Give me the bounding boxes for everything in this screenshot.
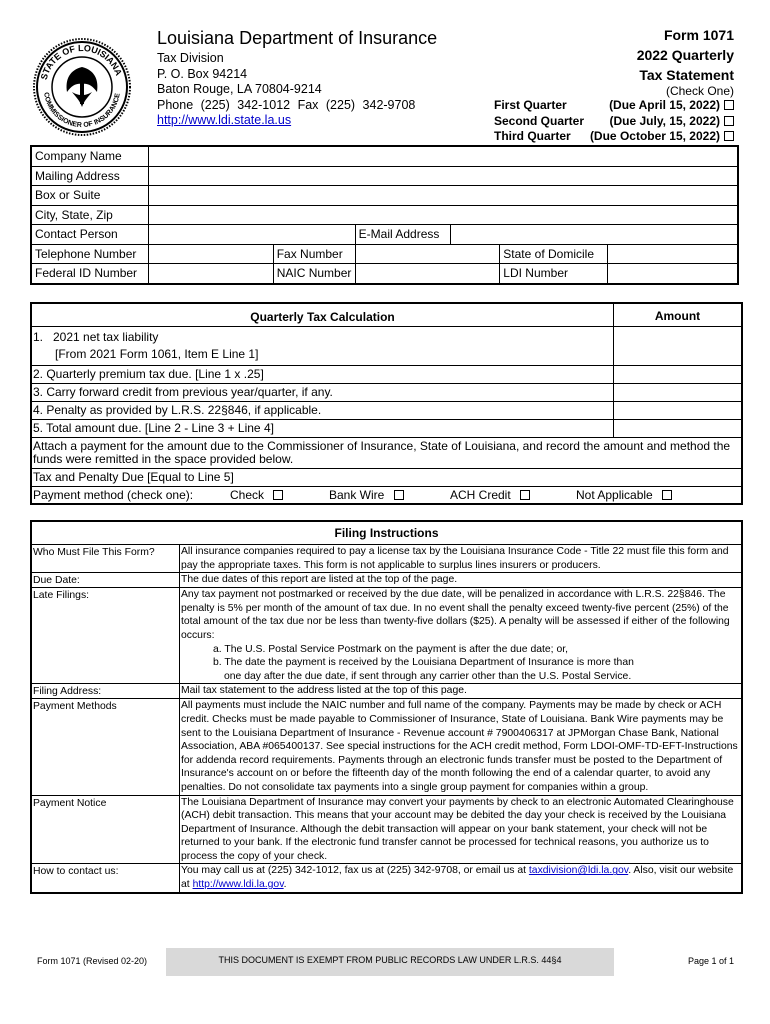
- instruction-row-address: Filing Address: Mail tax statement to the address listed at the top of this page.: [32, 684, 741, 699]
- payment-option-ach-credit[interactable]: ACH Credit: [450, 487, 576, 503]
- instruction-row-methods: Payment Methods All payments must include the NAIC number and full name of the company. Payments may be made by check or ACH credit. Checks must be made payable to Commissioner of Insurance, State of Louisiana. Bank Wire payments may be sent to the Louisiana Department of Insurance - Revenue account # 7900406317 at JPMorgan Chase Bank, National Association, ABA #065400137. See special instructions for the ACH credit method, Form LDOI-OMF-TD-EFT-Instructions for addenda record requirements. Payments through an electronic funds transfer must be posted to the Department of Insurance's account on or before the fifteenth day of the month following the end of a calendar quarter, to avoid any penalties. Do not consolidate tax payments into a single group payment for companies within a group.: [32, 699, 741, 795]
- payment-option-bank-wire[interactable]: Bank Wire: [329, 487, 450, 503]
- instruction-row-who: Who Must File This Form? All insurance companies required to pay a license tax by the Louisiana Insurance Code - Title 22 must file this form and pay the appropriate taxes. This form is not applicable to surplus lines insurers or producers.: [32, 545, 741, 573]
- label-ldi: LDI Number: [500, 264, 608, 284]
- label-telephone: Telephone Number: [31, 244, 149, 264]
- checkbox-icon[interactable]: [273, 490, 283, 500]
- address-line: Tax Division: [157, 51, 224, 65]
- line-5-amount-field[interactable]: [613, 420, 741, 437]
- calc-header: [32, 304, 741, 327]
- calc-title: Quarterly Tax Calculation: [250, 310, 395, 324]
- calc-line-1: 1. 2021 net tax liability [From 2021 Form 1061, Item E Line 1]: [32, 327, 741, 366]
- form-number: Form 1071: [663, 27, 734, 43]
- calc-line-2: 2. Quarterly premium tax due. [Line 1 x .25]: [32, 366, 741, 384]
- tax-calculation-section: [30, 302, 743, 505]
- department-address: [157, 51, 415, 129]
- naic-field[interactable]: [355, 264, 500, 284]
- checkbox-icon[interactable]: [662, 490, 672, 500]
- website-link[interactable]: http://www.ldi.state.la.us: [157, 113, 292, 128]
- department-seal-logo: [32, 37, 132, 137]
- label-box-suite: Box or Suite: [31, 186, 149, 206]
- calc-line-4: 4. Penalty as provided by L.R.S. 22§846, if applicable.: [32, 402, 741, 420]
- line-1-amount-field[interactable]: [613, 327, 741, 365]
- fax-field[interactable]: [355, 244, 500, 264]
- label-federal-id: Federal ID Number: [31, 264, 149, 284]
- address-line: Baton Rouge, LA 70804-9214: [157, 82, 322, 97]
- company-name-field[interactable]: [149, 146, 738, 166]
- svg-text:STATE OF LOUISIANA: STATE OF LOUISIANA: [38, 42, 124, 81]
- instruction-row-late: Late Filings: Any tax payment not postmarked or received by the due date, will be penalized in accordance with L.R.S. 22§846. The penalty is 5% per month of the amount of tax due. In no event shall the penalty exceed twenty-five percent (25%) of the total amount of the tax due nor be less than twenty-five dollars ($25). A penalty will be assessed if either of the following occurs: a. The U.S. Postal Service Postmark on the payment is after the due date; or, b. The date the payment is received by the Louisiana Department of Insurance is more than one day after the due date, if sent through any carrier other than the U.S. Postal Service.: [32, 588, 741, 684]
- checkbox-icon[interactable]: [724, 116, 734, 126]
- form-subtitle: Tax Statement: [639, 67, 734, 83]
- label-fax: Fax Number: [273, 244, 355, 264]
- telephone-field[interactable]: [149, 244, 273, 264]
- instruction-row-due: Due Date: The due dates of this report are listed at the top of the page.: [32, 573, 741, 588]
- mailing-address-field[interactable]: [149, 166, 738, 186]
- label-naic: NAIC Number: [273, 264, 355, 284]
- address-line: Phone (225) 342-1012 Fax (225) 342-9708: [157, 97, 416, 112]
- department-title: Louisiana Department of Insurance: [157, 28, 438, 48]
- quarter-selector: [494, 98, 734, 145]
- page-number: Page 1 of 1: [687, 956, 734, 966]
- svg-text:COMMISSIONER OF INSURANCE: COMMISSIONER OF INSURANCE: [42, 91, 122, 130]
- city-state-zip-field[interactable]: [149, 205, 738, 225]
- line-2-amount-field[interactable]: [613, 366, 741, 383]
- line-4-amount-field[interactable]: [613, 402, 741, 419]
- filing-title: Filing Instructions: [32, 522, 741, 545]
- label-state-domicile: State of Domicile: [500, 244, 608, 264]
- tax-penalty-due-field[interactable]: [614, 469, 741, 486]
- label-company-name: Company Name: [31, 146, 149, 166]
- website-link[interactable]: http://www.ldi.la.gov: [192, 879, 284, 891]
- amount-header: Amount: [613, 304, 741, 326]
- checkbox-icon[interactable]: [520, 490, 530, 500]
- filing-instructions-section: [30, 520, 743, 894]
- quarter-option-first[interactable]: First Quarter (Due April 15, 2022): [494, 98, 734, 114]
- federal-id-field[interactable]: [149, 264, 273, 284]
- form-year-title: 2022 Quarterly: [636, 47, 734, 63]
- email-field[interactable]: [450, 225, 738, 245]
- instruction-row-contact: How to contact us: You may call us at (225) 342-1012, fax us at (225) 342-9708, or email us at taxdivision@ldi.la.gov. Also, visit our website at http://www.ldi.la.gov.: [32, 864, 741, 891]
- tax-penalty-due-row: Tax and Penalty Due [Equal to Line 5]: [32, 469, 741, 487]
- payment-option-check[interactable]: Check: [230, 487, 329, 503]
- address-line: P. O. Box 94214: [157, 66, 248, 81]
- state-domicile-field[interactable]: [608, 244, 738, 264]
- label-email: E-Mail Address: [355, 225, 450, 245]
- quarter-option-second[interactable]: Second Quarter (Due July, 15, 2022): [494, 114, 734, 130]
- checkbox-icon[interactable]: [724, 100, 734, 110]
- company-info-table: [30, 145, 739, 285]
- line-3-amount-field[interactable]: [613, 384, 741, 401]
- form-title-block: [637, 25, 734, 85]
- public-records-exemption: THIS DOCUMENT IS EXEMPT FROM PUBLIC RECORDS LAW UNDER L.R.S. 44§4: [166, 948, 614, 976]
- ldi-field[interactable]: [608, 264, 738, 284]
- quarter-option-third[interactable]: Third Quarter (Due October 15, 2022): [494, 129, 734, 145]
- payment-method-label: Payment method (check one):: [33, 488, 194, 502]
- label-contact-person: Contact Person: [31, 225, 149, 245]
- contact-person-field[interactable]: [149, 225, 355, 245]
- email-link[interactable]: taxdivision@ldi.la.gov: [528, 865, 629, 877]
- instruction-row-notice: Payment Notice The Louisiana Department of Insurance may convert your payments by check to an electronic Automated Clearinghouse (ACH) debit transaction. This means that your account may be debited the day your check is received by the Louisiana Department of Insurance. Although the debit transaction will appear on your bank statement, your check will not be returned to your bank. If the electronic fund transfer cannot be processed for technical reasons, you authorize us to process the copy of your check.: [32, 796, 741, 865]
- payment-method-row: [32, 487, 741, 503]
- calc-line-5: 5. Total amount due. [Line 2 - Line 3 + Line 4]: [32, 420, 741, 438]
- label-mailing-address: Mailing Address: [31, 166, 149, 186]
- payment-option-not-applicable[interactable]: Not Applicable: [576, 487, 672, 503]
- form-revision: Form 1071 (Revised 02-20): [37, 956, 148, 966]
- checkbox-icon[interactable]: [724, 131, 734, 141]
- box-suite-field[interactable]: [149, 186, 738, 206]
- check-one-note: (Check One): [665, 84, 734, 98]
- label-city-state-zip: City, State, Zip: [31, 205, 149, 225]
- calc-line-3: 3. Carry forward credit from previous year/quarter, if any.: [32, 384, 741, 402]
- checkbox-icon[interactable]: [394, 490, 404, 500]
- attach-payment-note: Attach a payment for the amount due to the Commissioner of Insurance, State of Louisiana, and record the amount and method the funds were remitted in the space provided below.: [32, 438, 741, 469]
